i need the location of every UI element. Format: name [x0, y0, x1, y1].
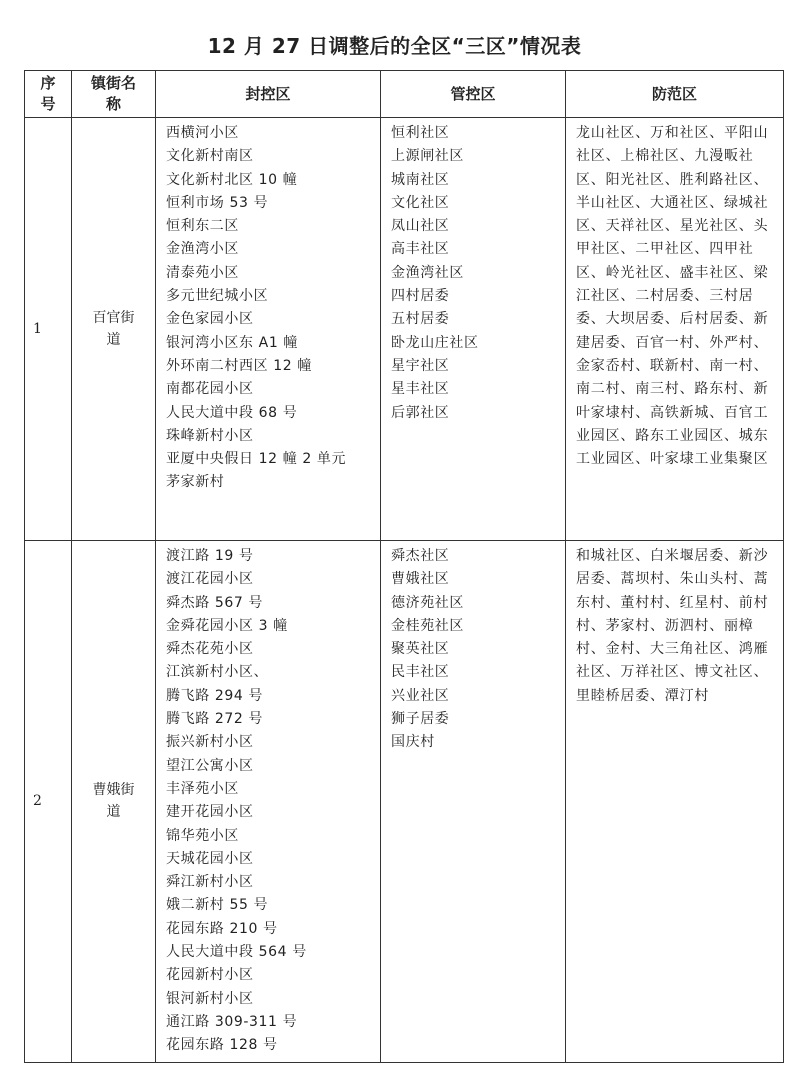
lockdown-item: 腾飞路 294 号	[166, 687, 264, 704]
lockdown-item: 腾飞路 272 号	[166, 711, 264, 728]
lockdown-item: 花园东路 128 号	[166, 1037, 278, 1054]
header-no-line2: 号	[40, 95, 56, 113]
control-item: 德济苑社区	[391, 594, 464, 611]
lockdown-item: 西横河小区	[166, 125, 239, 141]
header-town-line1: 镇街名	[90, 74, 136, 92]
town-name	[72, 118, 156, 541]
control-item: 国庆村	[391, 734, 435, 751]
control-item-list	[381, 541, 565, 759]
control-item: 金桂苑社区	[391, 617, 464, 634]
prevention-list: 和城社区、白米堰居委、新沙居委、蒿坝村、朱山头村、蒿东村、董村村、红星村、前村村、茅家村、沥泗村、丽樟村、金村、大三角社区、鸿雁社区、万祥社区、博文社区、里睦桥居委、潭汀村	[576, 548, 769, 704]
header-lockdown: 封控区	[156, 71, 381, 118]
lockdown-cell	[156, 118, 381, 541]
header-no-line1: 序	[40, 74, 56, 92]
lockdown-item: 恒利市场 53 号	[166, 194, 269, 211]
town-name-line1: 曹娥街	[92, 782, 135, 799]
town-name-line2: 道	[106, 804, 121, 821]
lockdown-item: 恒利东二区	[166, 218, 239, 235]
control-item: 四村居委	[391, 288, 450, 305]
lockdown-item: 人民大道中段 68 号	[166, 404, 298, 421]
lockdown-item: 茅家新村	[166, 474, 225, 491]
header-town-line2: 称	[105, 95, 121, 113]
lockdown-item: 天城花园小区	[166, 850, 254, 867]
control-item: 金渔湾社区	[391, 264, 464, 281]
lockdown-item: 文化新村北区 10 幢	[166, 171, 298, 188]
control-item: 恒利社区	[391, 125, 450, 141]
lockdown-item: 锦华苑小区	[166, 827, 239, 844]
lockdown-item: 珠峰新村小区	[166, 427, 254, 444]
lockdown-item-list	[156, 118, 380, 499]
lockdown-item: 花园东路 210 号	[166, 920, 278, 937]
lockdown-item: 渡江花园小区	[166, 571, 254, 588]
lockdown-item: 通江路 309-311 号	[166, 1013, 298, 1030]
header-town	[72, 71, 156, 118]
lockdown-item: 多元世纪城小区	[166, 288, 269, 305]
control-item: 后郭社区	[391, 404, 450, 421]
control-item: 民丰社区	[391, 664, 450, 681]
control-item: 五村居委	[391, 311, 450, 328]
lockdown-item: 清泰苑小区	[166, 264, 239, 281]
lockdown-item: 花园新村小区	[166, 967, 254, 984]
lockdown-item: 江滨新村小区、	[166, 664, 269, 681]
control-item: 舜杰社区	[391, 548, 450, 564]
prevention-cell	[566, 118, 784, 541]
control-item: 文化社区	[391, 194, 450, 211]
lockdown-item: 外环南二村西区 12 幢	[166, 357, 312, 374]
control-item-list	[381, 118, 565, 429]
lockdown-item: 银河湾小区东 A1 幢	[166, 334, 298, 351]
lockdown-item: 金舜花园小区 3 幢	[166, 617, 288, 634]
lockdown-item: 丰泽苑小区	[166, 780, 239, 797]
prevention-list: 龙山社区、万和社区、平阳山社区、上棉社区、九漫畈社区、阳光社区、胜利路社区、半山社区、大通社区、绿城社区、天祥社区、星光社区、头甲社区、二甲社区、四甲社区、岭光社区、盛丰社区、梁江社区、二村居委、三村居委、大坝居委、后村居委、新建居委、百官一村、外严村、金家岙村、联新村、南一村、南二村、南三村、路东村、新叶家埭村、高铁新城、百官工业园区、路东工业园区、城东工业园区、叶家埭工业集聚区	[576, 125, 769, 468]
zones-table	[24, 70, 784, 1063]
control-item: 高丰社区	[391, 241, 450, 258]
lockdown-item: 望江公寓小区	[166, 757, 254, 774]
lockdown-cell	[156, 541, 381, 1063]
control-item: 狮子居委	[391, 711, 450, 728]
control-item: 凤山社区	[391, 218, 450, 235]
control-item: 聚英社区	[391, 641, 450, 658]
town-name	[72, 541, 156, 1063]
lockdown-item: 南都花园小区	[166, 381, 254, 398]
header-prevention: 防范区	[566, 71, 784, 118]
lockdown-item: 金渔湾小区	[166, 241, 239, 258]
lockdown-item-list	[156, 541, 380, 1062]
prevention-cell	[566, 541, 784, 1063]
lockdown-item: 舜杰路 567 号	[166, 594, 264, 611]
lockdown-item: 振兴新村小区	[166, 734, 254, 751]
town-name-line1: 百官街	[92, 310, 135, 326]
control-item: 星宇社区	[391, 357, 450, 374]
lockdown-item: 渡江路 19 号	[166, 548, 254, 564]
control-cell	[381, 541, 566, 1063]
table-row	[25, 541, 784, 1063]
row-number: 2	[25, 541, 72, 1063]
lockdown-item: 娥二新村 55 号	[166, 897, 269, 914]
header-control: 管控区	[381, 71, 566, 118]
lockdown-item: 建开花园小区	[166, 804, 254, 821]
lockdown-item: 亚厦中央假日 12 幢 2 单元	[166, 451, 347, 468]
control-cell	[381, 118, 566, 541]
lockdown-item: 人民大道中段 564 号	[166, 944, 307, 961]
header-row	[25, 71, 784, 118]
lockdown-item: 金色家园小区	[166, 311, 254, 328]
lockdown-item: 舜江新村小区	[166, 874, 254, 891]
town-name-line2: 道	[106, 332, 121, 348]
lockdown-item: 舜杰花苑小区	[166, 641, 254, 658]
control-item: 城南社区	[391, 171, 450, 188]
lockdown-item: 文化新村南区	[166, 148, 254, 165]
control-item: 兴业社区	[391, 687, 450, 704]
control-item: 曹娥社区	[391, 571, 450, 588]
table-row	[25, 118, 784, 541]
header-no	[25, 71, 72, 118]
control-item: 星丰社区	[391, 381, 450, 398]
lockdown-item: 银河新村小区	[166, 990, 254, 1007]
page-title: 12 月 27 日调整后的全区“三区”情况表	[207, 34, 582, 58]
row-number: 1	[25, 118, 72, 541]
control-item: 卧龙山庄社区	[391, 334, 479, 351]
control-item: 上源闸社区	[391, 148, 464, 165]
